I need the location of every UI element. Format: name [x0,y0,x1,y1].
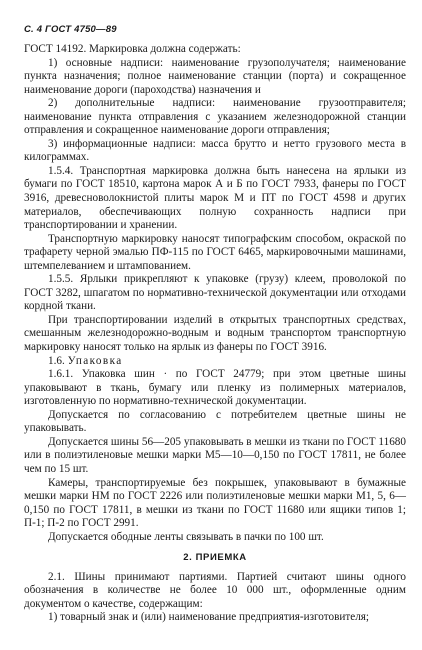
subsection-heading [24,355,406,369]
paragraph: Транспортную маркировку наносят типографским способом, окраской по трафарету черной эмалью ПФ-115 по ГОСТ 6465, маркировочными машинами, штемпелеванием и штампованием. [24,232,406,272]
paragraph: Допускается ободные ленты связывать в пачки по 100 шт. [48,530,324,543]
paragraph: ГОСТ 14192. Маркировка должна содержать: [24,43,241,55]
paragraph: 3) информационные надписи: масса брутто и нетто грузового места в килограммах. [24,137,406,164]
document-body [24,43,406,625]
paragraph: 1) основные надписи: наименование грузополучателя; наименование пункта назначения; полное наименование станции (порта) и сокращенное наименование дороги (пароходства) назначения и [24,56,406,96]
paragraph: 1.5.5. Ярлыки прикрепляют к упаковке (грузу) клеем, проволокой по ГОСТ 3282, шпагатом по нормативно-технической документации или отходами кордной ткани. [24,273,406,313]
paragraph: 1.5.4. Транспортная маркировка должна быть нанесена на ярлыки из бумаги по ГОСТ 18510, картона марок А и Б по ГОСТ 7933, фанеры по ГОСТ 3916, древесноволокнистой плиты марок М и ПТ по ГОСТ 4598 и других материалов, обеспечивающих полную сохранность надписи при транспортировании и хранении. [24,164,406,232]
paragraph: При транспортировании изделий в открытых транспортных средствах, смешанным железнодорожно-водным и водным транспортом транспортную маркировку наносят только на ярлык из фанеры по ГОСТ 3916. [24,313,406,354]
paragraph: Камеры, транспортируемые без покрышек, упаковывают в бумажные мешки марки НМ по ГОСТ 2226 или полиэтиленовые мешки марки М1, 5, 6—0,150 по ГОСТ 17811, в мешки из ткани по ГОСТ 11680 или ящики типов 1; П-1; П-2 по ГОСТ 2991. [24,476,406,530]
subsection-title: Упаковка [67,354,123,367]
paragraph: Допускается шины 56—205 упаковывать в мешки из ткани по ГОСТ 11680 или в полиэтиленовые мешки марки М5—10—0,150 по ГОСТ 17811, не более чем по 15 шт. [24,435,406,475]
paragraph: 1) товарный знак и (или) наименование предприятия-изготовителя; [48,611,370,624]
section-title: 2. ПРИЕМКА [183,552,247,564]
paragraph: Допускается по согласованию с потребителем цветные шины не упаковывать. [24,408,406,435]
paragraph: 1.6.1. Упаковка шин · по ГОСТ 24779; при этом цветные шины упаковывают в ткань, бумагу или пленку из полимерных материалов, изготовленную по нормативно-технической документации. [24,368,406,408]
subsection-number: 1.6. [48,354,65,367]
paragraph: 2.1. Шины принимают партиями. Партией считают шины одного обозначения в количестве не более 10 000 шт., оформленные одним документом о качестве, содержащим: [24,570,406,610]
page-header: С. 4 ГОСТ 4750—89 [24,24,117,35]
paragraph: 2) дополнительные надписи: наименование грузоотправителя; наименование пункта отправления с указанием железнодорожной станции отправления и сокращенное наименование дороги отправления; [24,97,406,137]
